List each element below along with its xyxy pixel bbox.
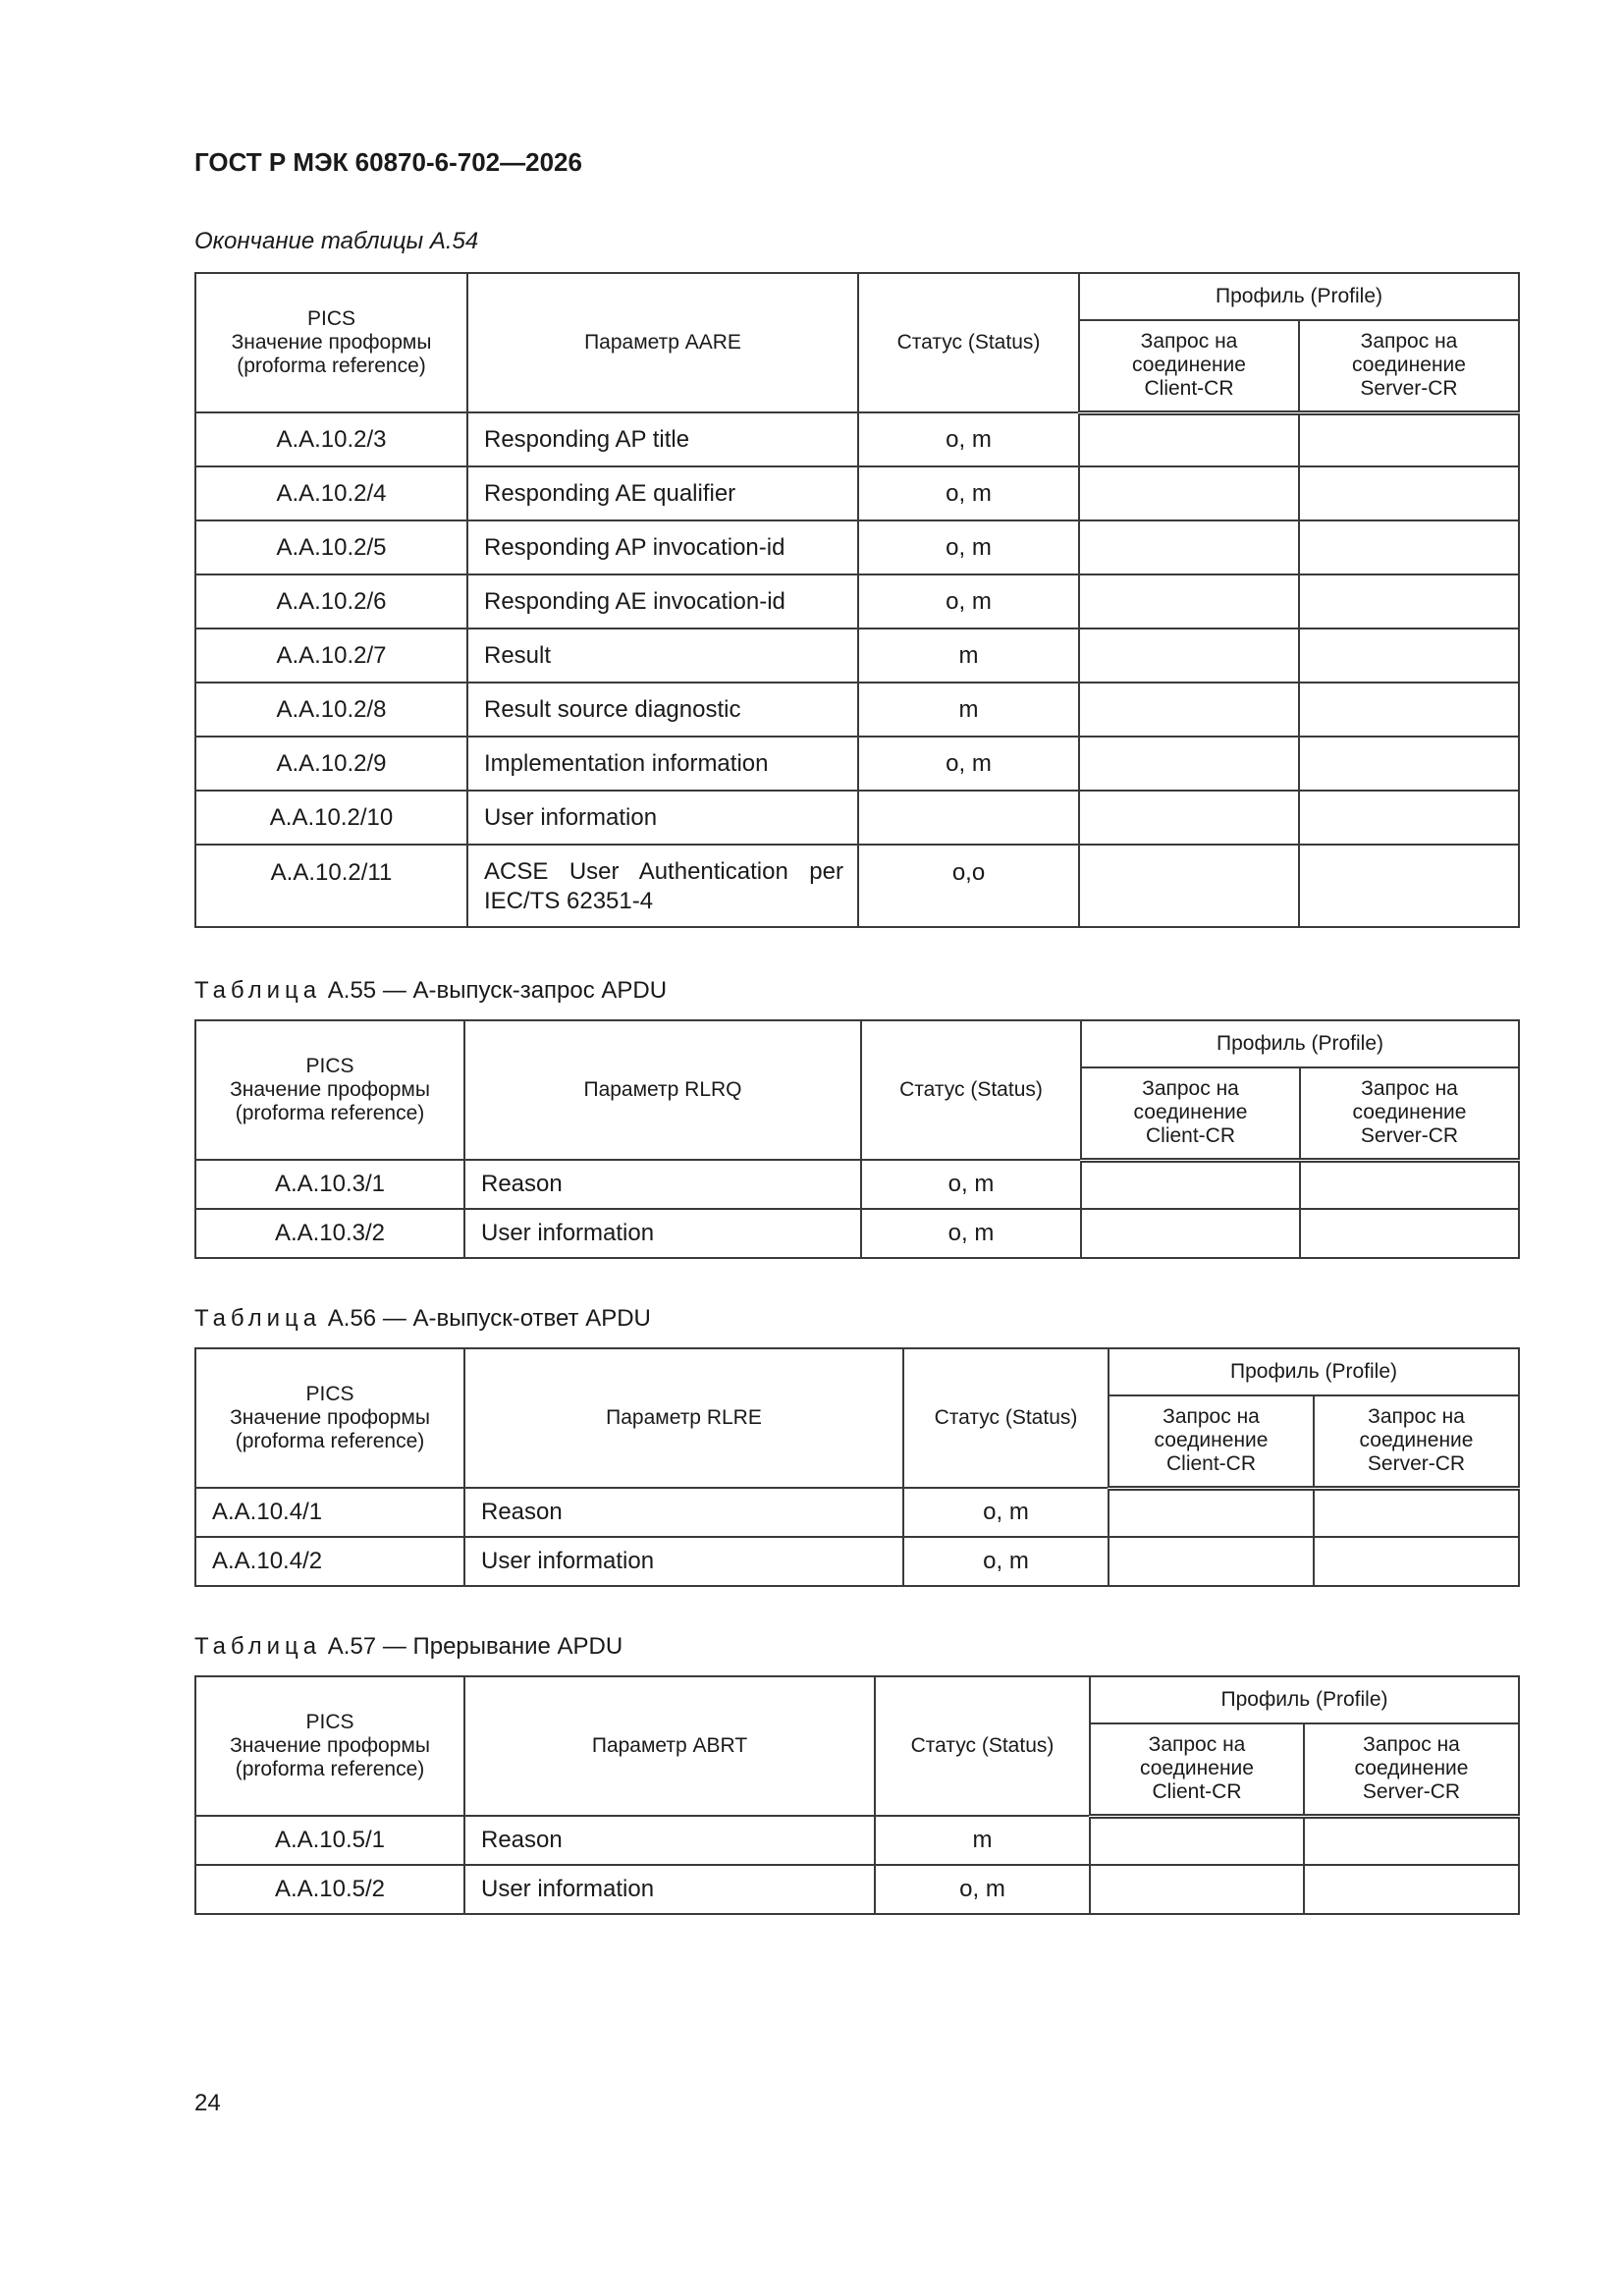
table-row bbox=[195, 791, 1519, 845]
table-row bbox=[195, 1160, 1519, 1209]
cell-ref: A.A.10.2/3 bbox=[195, 412, 467, 466]
cell-server-cr bbox=[1299, 520, 1519, 574]
document-header: ГОСТ Р МЭК 60870-6-702—2026 bbox=[194, 147, 582, 177]
cell-ref: A.A.10.4/2 bbox=[195, 1537, 464, 1586]
table-a56-caption: Таблица А.56 — А-выпуск-ответ APDU bbox=[194, 1305, 651, 1332]
cell-ref: A.A.10.3/1 bbox=[195, 1160, 464, 1209]
cell-param: Reason bbox=[464, 1488, 903, 1537]
cell-status: m bbox=[858, 629, 1079, 683]
cell-status: o, m bbox=[861, 1160, 1081, 1209]
table-row bbox=[195, 1816, 1519, 1865]
table-row bbox=[195, 520, 1519, 574]
table-a55 bbox=[194, 1019, 1520, 1259]
cell-param: Result source diagnostic bbox=[467, 683, 858, 737]
cell-param: Responding AE qualifier bbox=[467, 466, 858, 520]
table-row bbox=[195, 737, 1519, 791]
table-row bbox=[195, 1488, 1519, 1537]
cell-param: Responding AP title bbox=[467, 412, 858, 466]
table-row bbox=[195, 412, 1519, 466]
cell-ref: A.A.10.5/2 bbox=[195, 1865, 464, 1914]
cell-server-cr bbox=[1300, 1209, 1519, 1258]
cell-client-cr bbox=[1079, 683, 1299, 737]
cell-param: User information bbox=[464, 1209, 861, 1258]
header-parameter: Параметр AARE bbox=[467, 273, 858, 412]
cell-client-cr bbox=[1079, 737, 1299, 791]
cell-client-cr bbox=[1079, 629, 1299, 683]
table-a55-caption: Таблица А.55 — А-выпуск-запрос APDU bbox=[194, 977, 668, 1004]
table-row bbox=[195, 845, 1519, 927]
header-server-cr: Запрос на соединение Server-CR bbox=[1299, 320, 1519, 412]
table-row bbox=[195, 1537, 1519, 1586]
cell-status: o, m bbox=[858, 412, 1079, 466]
cell-status: o, m bbox=[903, 1537, 1109, 1586]
header-parameter: Параметр RLRQ bbox=[464, 1020, 861, 1160]
header-pics: PICS Значение проформы (proforma reference) bbox=[195, 1020, 464, 1160]
cell-client-cr bbox=[1081, 1160, 1300, 1209]
cell-client-cr bbox=[1109, 1488, 1314, 1537]
cell-server-cr bbox=[1299, 412, 1519, 466]
header-status: Статус (Status) bbox=[903, 1348, 1109, 1488]
cell-client-cr bbox=[1079, 574, 1299, 629]
table-row bbox=[195, 466, 1519, 520]
header-server-cr: Запрос на соединение Server-CR bbox=[1300, 1067, 1519, 1160]
cell-param: Result bbox=[467, 629, 858, 683]
page-number: 24 bbox=[194, 2090, 221, 2116]
cell-server-cr bbox=[1299, 791, 1519, 845]
cell-param: Reason bbox=[464, 1816, 875, 1865]
header-status: Статус (Status) bbox=[858, 273, 1079, 412]
table-row bbox=[195, 574, 1519, 629]
cell-ref: A.A.10.3/2 bbox=[195, 1209, 464, 1258]
cell-server-cr bbox=[1299, 683, 1519, 737]
header-status: Статус (Status) bbox=[875, 1676, 1090, 1816]
table-row bbox=[195, 1209, 1519, 1258]
cell-param: Responding AE invocation-id bbox=[467, 574, 858, 629]
header-profile: Профиль (Profile) bbox=[1079, 273, 1519, 320]
cell-status: o, m bbox=[861, 1209, 1081, 1258]
cell-server-cr bbox=[1299, 845, 1519, 927]
header-pics: PICS Значение проформы (proforma reference) bbox=[195, 1348, 464, 1488]
cell-client-cr bbox=[1079, 845, 1299, 927]
cell-ref: A.A.10.2/4 bbox=[195, 466, 467, 520]
cell-param: User information bbox=[464, 1865, 875, 1914]
cell-status: m bbox=[875, 1816, 1090, 1865]
cell-ref: A.A.10.2/7 bbox=[195, 629, 467, 683]
header-status: Статус (Status) bbox=[861, 1020, 1081, 1160]
header-profile: Профиль (Profile) bbox=[1090, 1676, 1519, 1723]
cell-server-cr bbox=[1299, 466, 1519, 520]
cell-ref: A.A.10.4/1 bbox=[195, 1488, 464, 1537]
header-server-cr: Запрос на соединение Server-CR bbox=[1314, 1395, 1519, 1488]
cell-client-cr bbox=[1079, 466, 1299, 520]
cell-status bbox=[858, 791, 1079, 845]
header-pics: PICS Значение проформы (proforma reference) bbox=[195, 1676, 464, 1816]
cell-client-cr bbox=[1081, 1209, 1300, 1258]
cell-server-cr bbox=[1299, 629, 1519, 683]
table-a57 bbox=[194, 1675, 1520, 1915]
cell-status: o, m bbox=[858, 737, 1079, 791]
cell-server-cr bbox=[1299, 737, 1519, 791]
cell-status: o, m bbox=[858, 520, 1079, 574]
cell-param: User information bbox=[467, 791, 858, 845]
header-profile: Профиль (Profile) bbox=[1081, 1020, 1519, 1067]
header-client-cr: Запрос на соединение Client-CR bbox=[1081, 1067, 1300, 1160]
table-row bbox=[195, 629, 1519, 683]
cell-status: o, m bbox=[875, 1865, 1090, 1914]
table-row bbox=[195, 683, 1519, 737]
cell-client-cr bbox=[1090, 1865, 1304, 1914]
cell-status: o, m bbox=[903, 1488, 1109, 1537]
header-profile: Профиль (Profile) bbox=[1109, 1348, 1519, 1395]
cell-client-cr bbox=[1109, 1537, 1314, 1586]
cell-param: ACSE User Authentication per IEC/TS 62351-4 bbox=[467, 845, 858, 927]
header-parameter: Параметр ABRT bbox=[464, 1676, 875, 1816]
cell-ref: A.A.10.5/1 bbox=[195, 1816, 464, 1865]
cell-server-cr bbox=[1314, 1488, 1519, 1537]
header-pics: PICS Значение проформы (proforma reference) bbox=[195, 273, 467, 412]
cell-status: m bbox=[858, 683, 1079, 737]
cell-ref: A.A.10.2/8 bbox=[195, 683, 467, 737]
cell-ref: A.A.10.2/5 bbox=[195, 520, 467, 574]
header-client-cr: Запрос на соединение Client-CR bbox=[1079, 320, 1299, 412]
cell-server-cr bbox=[1299, 574, 1519, 629]
table-a56 bbox=[194, 1347, 1520, 1587]
cell-status: o, m bbox=[858, 466, 1079, 520]
cell-client-cr bbox=[1079, 520, 1299, 574]
cell-ref: A.A.10.2/10 bbox=[195, 791, 467, 845]
cell-ref: A.A.10.2/11 bbox=[195, 845, 467, 927]
cell-param: User information bbox=[464, 1537, 903, 1586]
cell-server-cr bbox=[1300, 1160, 1519, 1209]
cell-ref: A.A.10.2/9 bbox=[195, 737, 467, 791]
header-client-cr: Запрос на соединение Client-CR bbox=[1090, 1723, 1304, 1816]
header-server-cr: Запрос на соединение Server-CR bbox=[1304, 1723, 1519, 1816]
cell-param: Reason bbox=[464, 1160, 861, 1209]
table-row bbox=[195, 1865, 1519, 1914]
header-parameter: Параметр RLRE bbox=[464, 1348, 903, 1488]
cell-server-cr bbox=[1304, 1816, 1519, 1865]
cell-status: o,o bbox=[858, 845, 1079, 927]
table-a54-caption: Окончание таблицы А.54 bbox=[194, 228, 479, 254]
cell-ref: A.A.10.2/6 bbox=[195, 574, 467, 629]
cell-status: o, m bbox=[858, 574, 1079, 629]
table-a57-caption: Таблица А.57 — Прерывание APDU bbox=[194, 1633, 623, 1660]
cell-param: Responding AP invocation-id bbox=[467, 520, 858, 574]
cell-server-cr bbox=[1314, 1537, 1519, 1586]
cell-param: Implementation information bbox=[467, 737, 858, 791]
cell-client-cr bbox=[1090, 1816, 1304, 1865]
cell-client-cr bbox=[1079, 412, 1299, 466]
cell-server-cr bbox=[1304, 1865, 1519, 1914]
header-client-cr: Запрос на соединение Client-CR bbox=[1109, 1395, 1314, 1488]
table-a54 bbox=[194, 272, 1520, 928]
cell-client-cr bbox=[1079, 791, 1299, 845]
